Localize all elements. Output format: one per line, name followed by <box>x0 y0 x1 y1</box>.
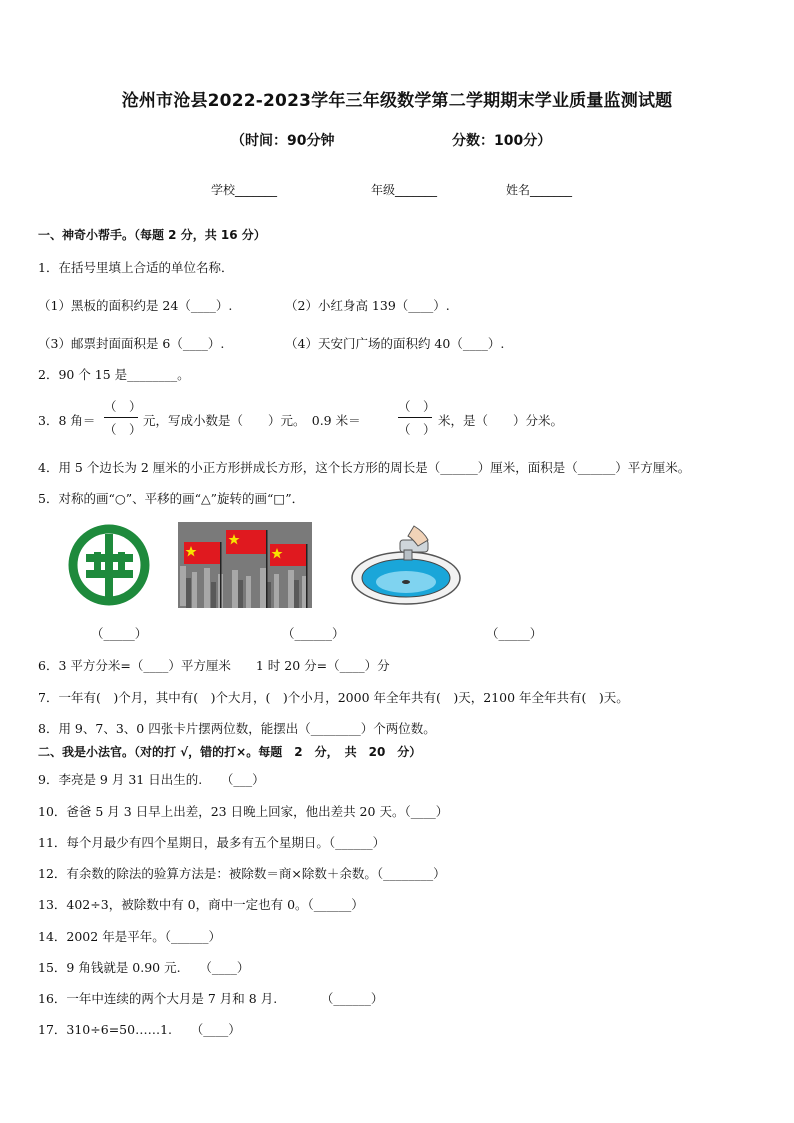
question-5-answer-1: （_____） <box>91 626 148 641</box>
fraction-2-numerator: （ ） <box>398 399 436 414</box>
question-2: 2．90 个 15 是________。 <box>38 367 190 382</box>
question-1: 1．在括号里填上合适的单位名称． <box>38 260 234 275</box>
question-8: 8．用 9、7、3、0 四张卡片摆两位数，能摆出（________）个两位数。 <box>38 721 436 736</box>
flags-icon <box>178 522 312 608</box>
school-field: 学校_______ <box>211 183 278 197</box>
question-9: 9．李亮是 9 月 31 日出生的. （___） <box>38 772 265 787</box>
fraction-2 <box>398 397 436 438</box>
faucet-icon <box>344 522 462 608</box>
exam-score: 分数：100分） <box>452 133 552 149</box>
question-1b: （2）小红身高 139（____）. <box>285 298 450 313</box>
question-1d: （4）天安门广场的面积约 40（____）. <box>285 336 505 351</box>
question-5: 5．对称的画“○”、平移的画“△”旋转的画“□”． <box>38 491 305 506</box>
question-1a: （1）黑板的面积约是 24（____）. <box>38 298 233 313</box>
flags-crowd-image <box>178 522 312 608</box>
question-1c: （3）邮票封面面积是 6（____）. <box>38 336 225 351</box>
fraction-1-bar <box>104 417 138 418</box>
exam-time: （时间：90分钟 <box>231 133 335 149</box>
name-field: 姓名_______ <box>506 183 573 197</box>
fraction-1 <box>104 397 142 438</box>
page-title: 沧州市沧县2022-2023学年三年级数学第二学期期末学业质量监测试题 <box>121 91 673 111</box>
faucet-basin-image <box>344 522 462 608</box>
section-2-heading: 二、我是小法官。（对的打 √，错的打×。每题 2 分， 共 20 分） <box>38 745 422 759</box>
question-13: 13．402÷3，被除数中有 0，商中一定也有 0。（______） <box>38 897 364 912</box>
question-5-answer-3: （_____） <box>486 626 543 641</box>
question-6: 6．3 平方分米=（____）平方厘米 1 时 20 分=（____）分 <box>38 658 390 673</box>
question-4: 4．用 5 个边长为 2 厘米的小正方形拼成长方形，这个长方形的周长是（______）厘米，面积是（______）平方厘米。 <box>38 460 691 475</box>
bank-logo-image <box>62 522 157 608</box>
fraction-2-denominator: （ ） <box>398 422 436 437</box>
question-3-part-a: 3．8 角＝ <box>38 413 96 428</box>
question-5-answer-2: （______） <box>282 626 345 641</box>
section-1-heading: 一、神奇小帮手。（每题 2 分，共 16 分） <box>38 228 266 242</box>
fraction-2-bar <box>398 417 432 418</box>
question-14: 14．2002 年是平年。（______） <box>38 929 221 944</box>
fraction-1-numerator: （ ） <box>104 399 142 414</box>
question-10: 10．爸爸 5 月 3 日早上出差，23 日晚上回家，他出差共 20 天。（____） <box>38 804 449 819</box>
question-11: 11．每个月最少有四个星期日，最多有五个星期日。（______） <box>38 835 386 850</box>
question-17: 17．310÷6=50……1. （____） <box>38 1022 241 1037</box>
question-3-part-b: 元，写成小数是（ ）元。 0.9 米＝ <box>143 413 361 428</box>
question-12: 12．有余数的除法的验算方法是：被除数＝商×除数＋余数。（________） <box>38 866 446 881</box>
fraction-1-denominator: （ ） <box>104 422 142 437</box>
grade-field: 年级_______ <box>371 183 438 197</box>
question-15: 15．9 角钱就是 0.90 元. （____） <box>38 960 250 975</box>
bank-logo-icon <box>62 522 157 608</box>
question-3-part-c: 米，是（ ）分米。 <box>438 413 564 428</box>
question-7: 7．一年有( )个月，其中有( )个大月，( )个小月，2000 年全年共有( )天，2100 年全年共有( )天。 <box>38 690 629 705</box>
question-16: 16．一年中连续的两个大月是 7 月和 8 月. （______） <box>38 991 384 1006</box>
